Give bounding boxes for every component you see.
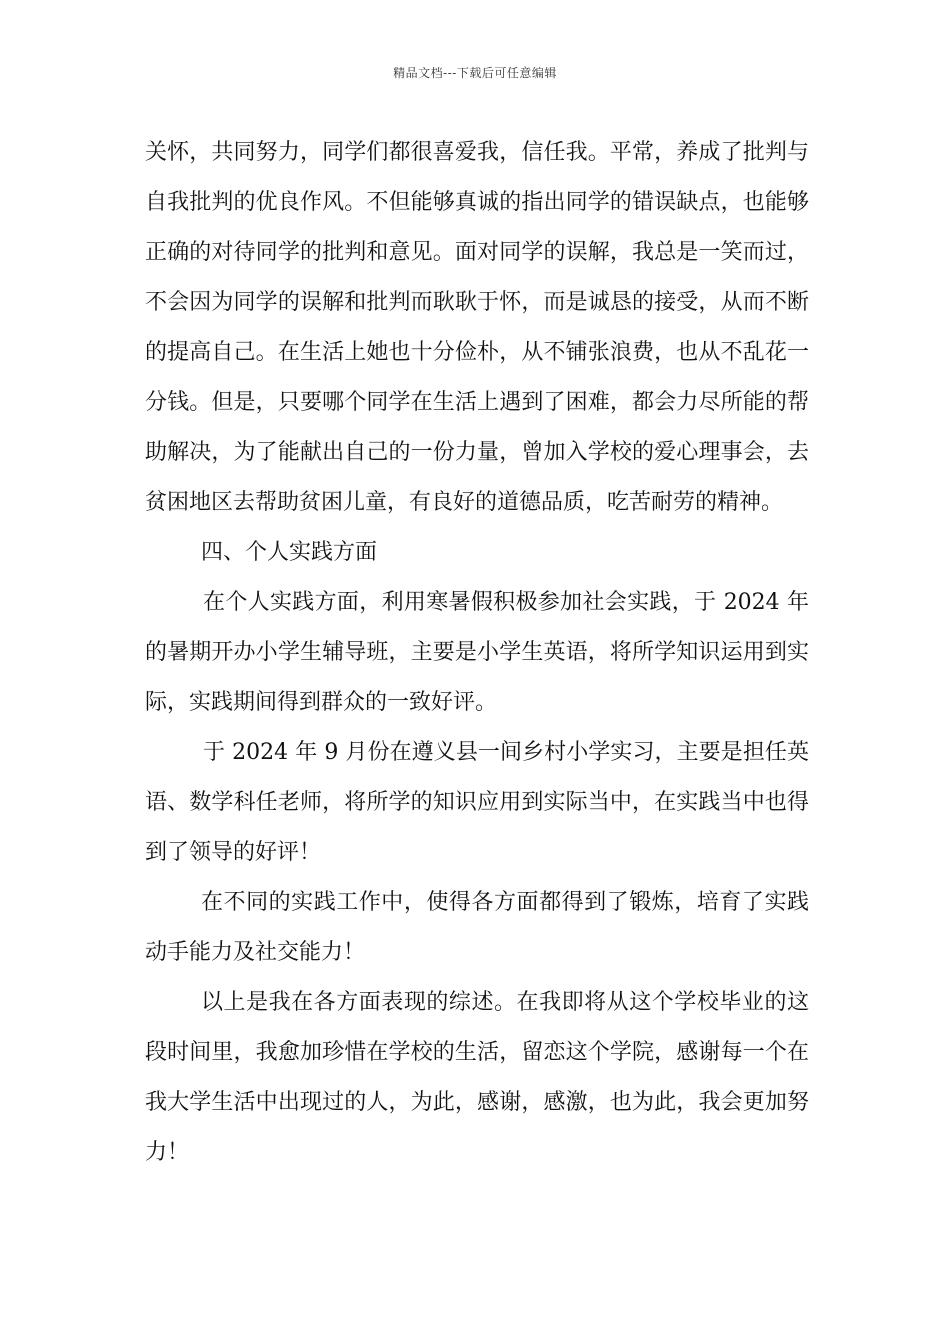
paragraph-internship: 于 2024 年 9 月份在遵义县一间乡村小学实习，主要是担任英语、数学科任老师，将所学的知识应用到实际当中，在实践当中也得到了领导的好评！ (145, 740, 809, 865)
paragraph-character-summary: 关怀，共同努力，同学们都很喜爱我，信任我。平常，养成了批判与自我批判的优良作风。不但能够真诚的指出同学的错误缺点，也能够正确的对待同学的批判和意见。面对同学的误解，我总是一笑而过，不会因为同学的误解和批判而耿耿于怀，而是诚恳的接受，从而不断的提高自己。在生活上她也十分俭朴，从不铺张浪费，也从不乱花一分钱。但是，只要哪个同学在生活上遇到了困难，都会力尽所能的帮助解决，为了能献出自己的一份力量，曾加入学校的爱心理事会，去贫困地区去帮助贫困儿童，有良好的道德品质，吃苦耐劳的精神。 (145, 140, 809, 515)
page-header: 精品文档---下载后可任意编辑 (393, 66, 557, 80)
paragraph-conclusion: 以上是我在各方面表现的综述。在我即将从这个学校毕业的这段时间里，我愈加珍惜在学校的生活，留恋这个学院，感谢每一个在我大学生活中出现过的人，为此，感谢，感激，也为此，我会更加努力！ (145, 990, 809, 1165)
paragraph-summer-practice: 在个人实践方面，利用寒暑假积极参加社会实践，于 2024 年的暑期开办小学生辅导班，主要是小学生英语，将所学知识运用到实际，实践期间得到群众的一致好评。 (145, 590, 809, 715)
section-heading-practice: 四、个人实践方面 (201, 540, 378, 565)
document-body (145, 128, 809, 1178)
paragraph-skills: 在不同的实践工作中，使得各方面都得到了锻炼，培育了实践动手能力及社交能力！ (145, 890, 809, 965)
